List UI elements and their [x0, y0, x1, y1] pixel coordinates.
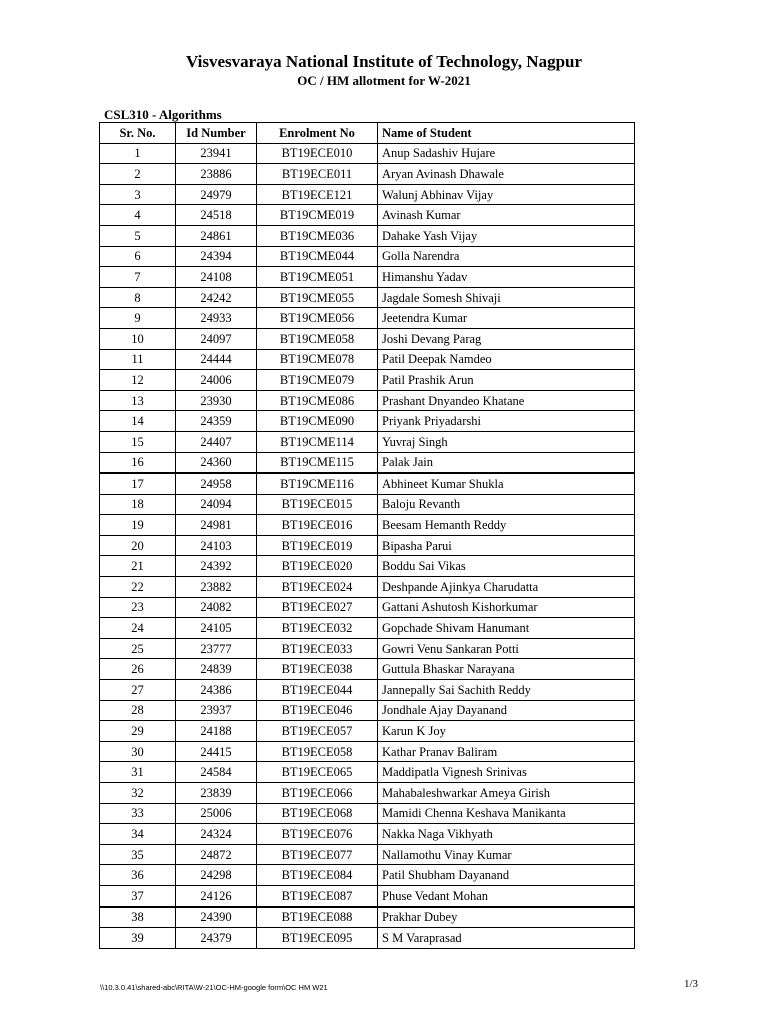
table-row — [100, 928, 635, 949]
cell-student-name: Kathar Pranav Baliram — [378, 741, 635, 762]
table-row — [100, 184, 635, 205]
cell-student-name: Prashant Dnyandeo Khatane — [378, 390, 635, 411]
cell-sr-no: 15 — [100, 431, 176, 452]
cell-enrolment-no: BT19CME055 — [257, 287, 378, 308]
cell-student-name: Karun K Joy — [378, 721, 635, 742]
cell-sr-no: 23 — [100, 597, 176, 618]
cell-id-number: 23882 — [176, 577, 257, 598]
cell-sr-no: 37 — [100, 885, 176, 906]
cell-enrolment-no: BT19ECE121 — [257, 184, 378, 205]
cell-enrolment-no: BT19ECE019 — [257, 535, 378, 556]
cell-sr-no: 38 — [100, 907, 176, 928]
table-row — [100, 411, 635, 432]
table-row — [100, 803, 635, 824]
cell-enrolment-no: BT19ECE057 — [257, 721, 378, 742]
cell-id-number: 24298 — [176, 865, 257, 886]
table-body — [100, 143, 635, 948]
cell-id-number: 24392 — [176, 556, 257, 577]
table-row — [100, 885, 635, 906]
cell-id-number: 24360 — [176, 452, 257, 473]
cell-enrolment-no: BT19ECE077 — [257, 844, 378, 865]
cell-student-name: Patil Deepak Namdeo — [378, 349, 635, 370]
cell-sr-no: 10 — [100, 328, 176, 349]
cell-enrolment-no: BT19CME019 — [257, 205, 378, 226]
table-row — [100, 865, 635, 886]
table-row — [100, 824, 635, 845]
table-row — [100, 287, 635, 308]
cell-id-number: 24006 — [176, 370, 257, 391]
cell-enrolment-no: BT19ECE044 — [257, 680, 378, 701]
cell-student-name: Anup Sadashiv Hujare — [378, 143, 635, 164]
cell-student-name: Nallamothu Vinay Kumar — [378, 844, 635, 865]
cell-student-name: Gattani Ashutosh Kishorkumar — [378, 597, 635, 618]
cell-enrolment-no: BT19CME115 — [257, 452, 378, 473]
table-row — [100, 700, 635, 721]
cell-id-number: 24097 — [176, 328, 257, 349]
cell-id-number: 24407 — [176, 431, 257, 452]
cell-student-name: Baloju Revanth — [378, 494, 635, 515]
cell-enrolment-no: BT19ECE038 — [257, 659, 378, 680]
cell-enrolment-no: BT19ECE032 — [257, 618, 378, 639]
table-row — [100, 390, 635, 411]
cell-sr-no: 20 — [100, 535, 176, 556]
cell-sr-no: 2 — [100, 164, 176, 185]
cell-enrolment-no: BT19ECE095 — [257, 928, 378, 949]
cell-sr-no: 28 — [100, 700, 176, 721]
cell-id-number: 23941 — [176, 143, 257, 164]
cell-sr-no: 33 — [100, 803, 176, 824]
cell-id-number: 24108 — [176, 267, 257, 288]
cell-enrolment-no: BT19ECE065 — [257, 762, 378, 783]
footer-file-path: \\10.3.0.41\shared-abc\RITA\W-21\OC-HM-google form\OC HM W21 — [100, 983, 328, 992]
table-row — [100, 452, 635, 473]
cell-enrolment-no: BT19ECE066 — [257, 783, 378, 804]
cell-enrolment-no: BT19ECE087 — [257, 885, 378, 906]
cell-student-name: Gopchade Shivam Hanumant — [378, 618, 635, 639]
cell-student-name: Jannepally Sai Sachith Reddy — [378, 680, 635, 701]
table-row — [100, 308, 635, 329]
cell-student-name: Guttula Bhaskar Narayana — [378, 659, 635, 680]
cell-sr-no: 1 — [100, 143, 176, 164]
cell-sr-no: 13 — [100, 390, 176, 411]
cell-student-name: Avinash Kumar — [378, 205, 635, 226]
cell-sr-no: 11 — [100, 349, 176, 370]
cell-id-number: 24415 — [176, 741, 257, 762]
cell-sr-no: 7 — [100, 267, 176, 288]
cell-id-number: 24386 — [176, 680, 257, 701]
table-row — [100, 205, 635, 226]
column-header-enrolment-no: Enrolment No — [257, 123, 378, 144]
cell-sr-no: 34 — [100, 824, 176, 845]
cell-id-number: 24444 — [176, 349, 257, 370]
cell-sr-no: 27 — [100, 680, 176, 701]
cell-student-name: Walunj Abhinav Vijay — [378, 184, 635, 205]
cell-sr-no: 39 — [100, 928, 176, 949]
cell-student-name: Abhineet Kumar Shukla — [378, 473, 635, 494]
cell-enrolment-no: BT19ECE046 — [257, 700, 378, 721]
table-row — [100, 844, 635, 865]
cell-id-number: 23937 — [176, 700, 257, 721]
cell-enrolment-no: BT19ECE011 — [257, 164, 378, 185]
table-row — [100, 556, 635, 577]
cell-id-number: 24082 — [176, 597, 257, 618]
cell-enrolment-no: BT19ECE068 — [257, 803, 378, 824]
cell-enrolment-no: BT19ECE015 — [257, 494, 378, 515]
document-subtitle: OC / HM allotment for W-2021 — [297, 73, 471, 88]
cell-id-number: 24839 — [176, 659, 257, 680]
cell-sr-no: 30 — [100, 741, 176, 762]
table-row — [100, 741, 635, 762]
cell-enrolment-no: BT19CME090 — [257, 411, 378, 432]
cell-sr-no: 22 — [100, 577, 176, 598]
cell-student-name: Patil Shubham Dayanand — [378, 865, 635, 886]
cell-sr-no: 29 — [100, 721, 176, 742]
cell-enrolment-no: BT19ECE010 — [257, 143, 378, 164]
cell-sr-no: 26 — [100, 659, 176, 680]
cell-sr-no: 9 — [100, 308, 176, 329]
cell-sr-no: 19 — [100, 515, 176, 536]
table-row — [100, 246, 635, 267]
cell-enrolment-no: BT19ECE084 — [257, 865, 378, 886]
cell-student-name: Golla Narendra — [378, 246, 635, 267]
cell-student-name: Mahabaleshwarkar Ameya Girish — [378, 783, 635, 804]
cell-id-number: 23839 — [176, 783, 257, 804]
cell-enrolment-no: BT19CME116 — [257, 473, 378, 494]
cell-student-name: Yuvraj Singh — [378, 431, 635, 452]
cell-sr-no: 36 — [100, 865, 176, 886]
cell-id-number: 24394 — [176, 246, 257, 267]
column-header-student-name: Name of Student — [378, 123, 635, 144]
cell-sr-no: 17 — [100, 473, 176, 494]
table-row — [100, 721, 635, 742]
cell-sr-no: 4 — [100, 205, 176, 226]
cell-sr-no: 21 — [100, 556, 176, 577]
cell-id-number: 24933 — [176, 308, 257, 329]
cell-sr-no: 31 — [100, 762, 176, 783]
table-row — [100, 267, 635, 288]
table-row — [100, 618, 635, 639]
cell-sr-no: 16 — [100, 452, 176, 473]
cell-sr-no: 25 — [100, 638, 176, 659]
student-table — [99, 122, 635, 949]
table-row — [100, 494, 635, 515]
cell-id-number: 24126 — [176, 885, 257, 906]
cell-sr-no: 8 — [100, 287, 176, 308]
table-header-row — [100, 123, 635, 144]
cell-id-number: 23777 — [176, 638, 257, 659]
cell-student-name: Palak Jain — [378, 452, 635, 473]
cell-id-number: 24979 — [176, 184, 257, 205]
table-row — [100, 535, 635, 556]
table-row — [100, 370, 635, 391]
cell-student-name: Aryan Avinash Dhawale — [378, 164, 635, 185]
table-row — [100, 680, 635, 701]
cell-enrolment-no: BT19ECE058 — [257, 741, 378, 762]
cell-id-number: 24958 — [176, 473, 257, 494]
cell-sr-no: 3 — [100, 184, 176, 205]
cell-id-number: 23886 — [176, 164, 257, 185]
table-row — [100, 597, 635, 618]
cell-enrolment-no: BT19ECE088 — [257, 907, 378, 928]
cell-id-number: 24518 — [176, 205, 257, 226]
cell-student-name: Beesam Hemanth Reddy — [378, 515, 635, 536]
document-title: Visvesvaraya National Institute of Technology, Nagpur — [185, 52, 583, 71]
table-row — [100, 659, 635, 680]
cell-id-number: 24359 — [176, 411, 257, 432]
table-row — [100, 143, 635, 164]
table-row — [100, 431, 635, 452]
cell-enrolment-no: BT19CME051 — [257, 267, 378, 288]
cell-sr-no: 6 — [100, 246, 176, 267]
cell-enrolment-no: BT19ECE016 — [257, 515, 378, 536]
table-row — [100, 349, 635, 370]
cell-student-name: Maddipatla Vignesh Srinivas — [378, 762, 635, 783]
cell-enrolment-no: BT19CME056 — [257, 308, 378, 329]
cell-enrolment-no: BT19ECE024 — [257, 577, 378, 598]
cell-student-name: Jeetendra Kumar — [378, 308, 635, 329]
cell-id-number: 24584 — [176, 762, 257, 783]
table-row — [100, 762, 635, 783]
cell-enrolment-no: BT19ECE076 — [257, 824, 378, 845]
cell-sr-no: 35 — [100, 844, 176, 865]
page-number: 1/3 — [684, 978, 699, 990]
cell-id-number: 24872 — [176, 844, 257, 865]
cell-id-number: 24324 — [176, 824, 257, 845]
table-row — [100, 473, 635, 494]
cell-id-number: 24379 — [176, 928, 257, 949]
cell-student-name: Dahake Yash Vijay — [378, 225, 635, 246]
cell-student-name: Patil Prashik Arun — [378, 370, 635, 391]
column-header-sr-no: Sr. No. — [100, 123, 176, 144]
cell-id-number: 24242 — [176, 287, 257, 308]
cell-enrolment-no: BT19CME058 — [257, 328, 378, 349]
cell-enrolment-no: BT19CME044 — [257, 246, 378, 267]
cell-student-name: Prakhar Dubey — [378, 907, 635, 928]
cell-student-name: Himanshu Yadav — [378, 267, 635, 288]
cell-sr-no: 18 — [100, 494, 176, 515]
cell-student-name: Boddu Sai Vikas — [378, 556, 635, 577]
table-row — [100, 225, 635, 246]
cell-enrolment-no: BT19CME036 — [257, 225, 378, 246]
cell-id-number: 24103 — [176, 535, 257, 556]
cell-sr-no: 24 — [100, 618, 176, 639]
cell-enrolment-no: BT19CME078 — [257, 349, 378, 370]
cell-student-name: Priyank Priyadarshi — [378, 411, 635, 432]
cell-student-name: Bipasha Parui — [378, 535, 635, 556]
cell-student-name: Jondhale Ajay Dayanand — [378, 700, 635, 721]
table-row — [100, 907, 635, 928]
cell-student-name: Jagdale Somesh Shivaji — [378, 287, 635, 308]
cell-student-name: Deshpande Ajinkya Charudatta — [378, 577, 635, 598]
cell-id-number: 24094 — [176, 494, 257, 515]
course-heading: CSL310 - Algorithms — [104, 107, 222, 122]
cell-student-name: S M Varaprasad — [378, 928, 635, 949]
column-header-id-number: Id Number — [176, 123, 257, 144]
cell-id-number: 24105 — [176, 618, 257, 639]
cell-id-number: 24390 — [176, 907, 257, 928]
cell-sr-no: 12 — [100, 370, 176, 391]
cell-student-name: Phuse Vedant Mohan — [378, 885, 635, 906]
table-row — [100, 328, 635, 349]
cell-enrolment-no: BT19ECE033 — [257, 638, 378, 659]
cell-enrolment-no: BT19ECE020 — [257, 556, 378, 577]
cell-student-name: Gowri Venu Sankaran Potti — [378, 638, 635, 659]
cell-id-number: 24981 — [176, 515, 257, 536]
cell-id-number: 23930 — [176, 390, 257, 411]
table-row — [100, 164, 635, 185]
table-row — [100, 577, 635, 598]
cell-enrolment-no: BT19CME114 — [257, 431, 378, 452]
cell-id-number: 25006 — [176, 803, 257, 824]
cell-enrolment-no: BT19CME079 — [257, 370, 378, 391]
cell-sr-no: 32 — [100, 783, 176, 804]
cell-student-name: Mamidi Chenna Keshava Manikanta — [378, 803, 635, 824]
cell-sr-no: 5 — [100, 225, 176, 246]
table-row — [100, 515, 635, 536]
cell-id-number: 24188 — [176, 721, 257, 742]
cell-student-name: Joshi Devang Parag — [378, 328, 635, 349]
cell-enrolment-no: BT19CME086 — [257, 390, 378, 411]
cell-id-number: 24861 — [176, 225, 257, 246]
cell-enrolment-no: BT19ECE027 — [257, 597, 378, 618]
table-row — [100, 783, 635, 804]
cell-student-name: Nakka Naga Vikhyath — [378, 824, 635, 845]
cell-sr-no: 14 — [100, 411, 176, 432]
table-row — [100, 638, 635, 659]
